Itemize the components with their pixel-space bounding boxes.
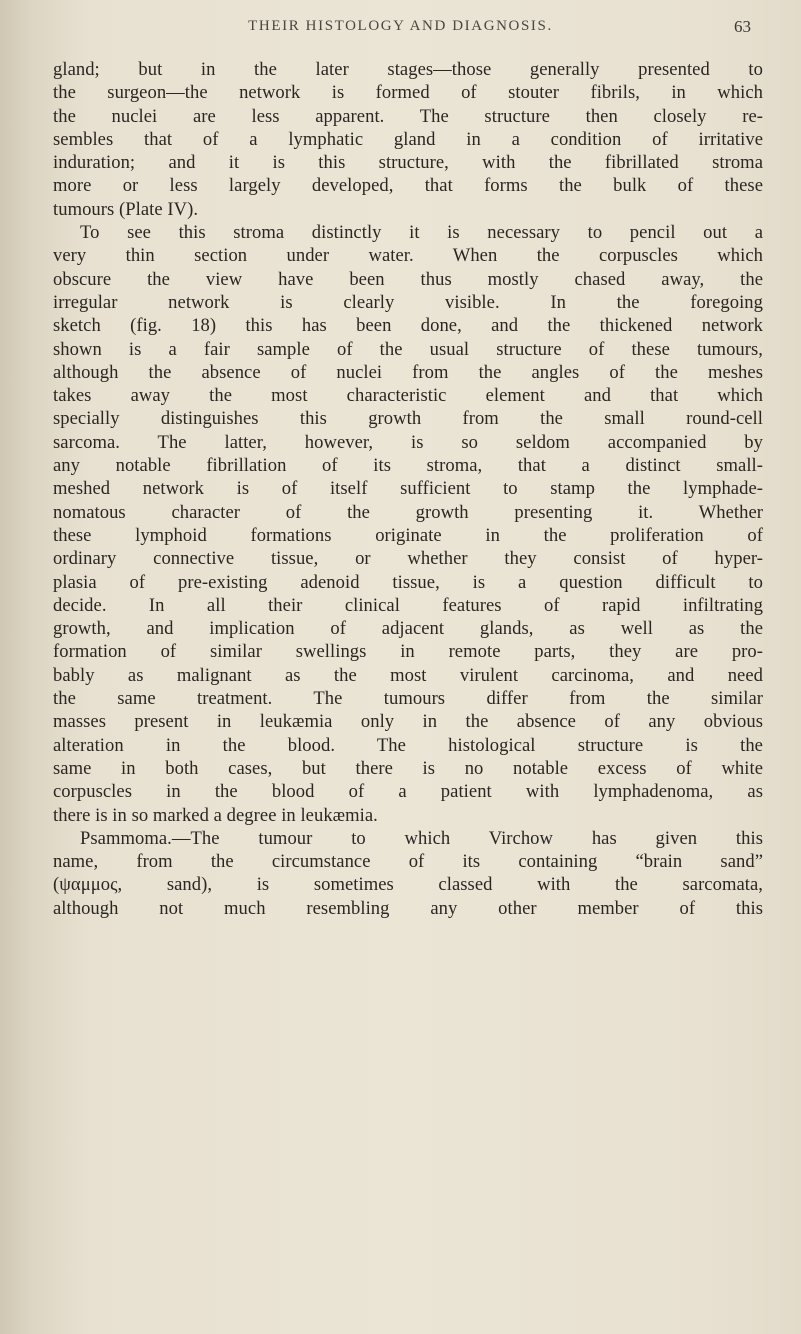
- text-line: nomatous character of the growth presenting it. Whether: [53, 501, 763, 523]
- text-line: gland; but in the later stages—those generally presented to: [53, 59, 763, 80]
- text-line: irregular network is clearly visible. In the foregoing: [53, 291, 763, 313]
- text-line: name, from the circumstance of its containing “brain sand”: [53, 851, 763, 873]
- text-line: sketch (fig. 18) this has been done, and the thickened network: [53, 315, 763, 337]
- text-line: plasia of pre-existing adenoid tissue, is a question difficult to: [53, 571, 763, 593]
- text-line: obscure the view have been thus mostly chased away, the: [53, 268, 763, 290]
- text-line: these lymphoid formations originate in the proliferation of: [53, 524, 763, 546]
- text-line: very thin section under water. When the corpuscles which: [53, 245, 763, 267]
- text-line: alteration in the blood. The histological structure is the: [53, 734, 763, 756]
- text-line: the nuclei are less apparent. The structure then closely re-: [53, 105, 763, 127]
- text-line: formation of similar swellings in remote parts, they are pro-: [53, 641, 763, 663]
- text-line: (ψαμμος, sand), is sometimes classed with the sarcomata,: [53, 874, 763, 896]
- text-line: any notable fibrillation of its stroma, that a distinct small-: [53, 455, 763, 477]
- text-line: although not much resembling any other member of this: [53, 897, 763, 919]
- text-line: induration; and it is this structure, with the fibrillated stroma: [53, 152, 763, 174]
- text-line: ordinary connective tissue, or whether they consist of hyper-: [53, 548, 763, 570]
- text-line: corpuscles in the blood of a patient with lymphadenoma, as: [53, 781, 763, 803]
- text-line: bably as malignant as the most virulent carcinoma, and need: [53, 664, 763, 686]
- text-line: although the absence of nuclei from the angles of the meshes: [53, 361, 763, 383]
- text-line: same in both cases, but there is no notable excess of white: [53, 757, 763, 779]
- text-line: masses present in leukæmia only in the absence of any obvious: [53, 711, 763, 733]
- text-line: meshed network is of itself sufficient to stamp the lymphade-: [53, 478, 763, 500]
- page-header: [0, 12, 801, 42]
- text-line: specially distinguishes this growth from the small round-cell: [53, 408, 763, 430]
- text-line: more or less largely developed, that forms the bulk of these: [53, 175, 763, 197]
- text-line: To see this stroma distinctly it is necessary to pencil out a: [80, 222, 763, 244]
- text-line: there is in so marked a degree in leukæmia.: [53, 804, 378, 826]
- text-line: shown is a fair sample of the usual structure of these tumours,: [53, 338, 763, 360]
- text-line: sembles that of a lymphatic gland in a condition of irritative: [53, 128, 763, 150]
- text-line: takes away the most characteristic element and that which: [53, 385, 763, 407]
- text-line: sarcoma. The latter, however, is so seldom accompanied by: [53, 431, 763, 453]
- text-line: growth, and implication of adjacent glands, as well as the: [53, 618, 763, 640]
- running-head: THEIR HISTOLOGY AND DIAGNOSIS.: [248, 18, 553, 34]
- body-text: [53, 58, 763, 920]
- text-line: decide. In all their clinical features of rapid infiltrating: [53, 594, 763, 616]
- text-line: tumours (Plate IV).: [53, 198, 199, 220]
- section-heading-line: Psammoma.—The tumour to which Virchow has given this: [80, 827, 763, 849]
- page-number: 63: [734, 17, 751, 36]
- text-line: the same treatment. The tumours differ from the similar: [53, 688, 763, 710]
- text-line: the surgeon—the network is formed of stouter fibrils, in which: [53, 82, 763, 104]
